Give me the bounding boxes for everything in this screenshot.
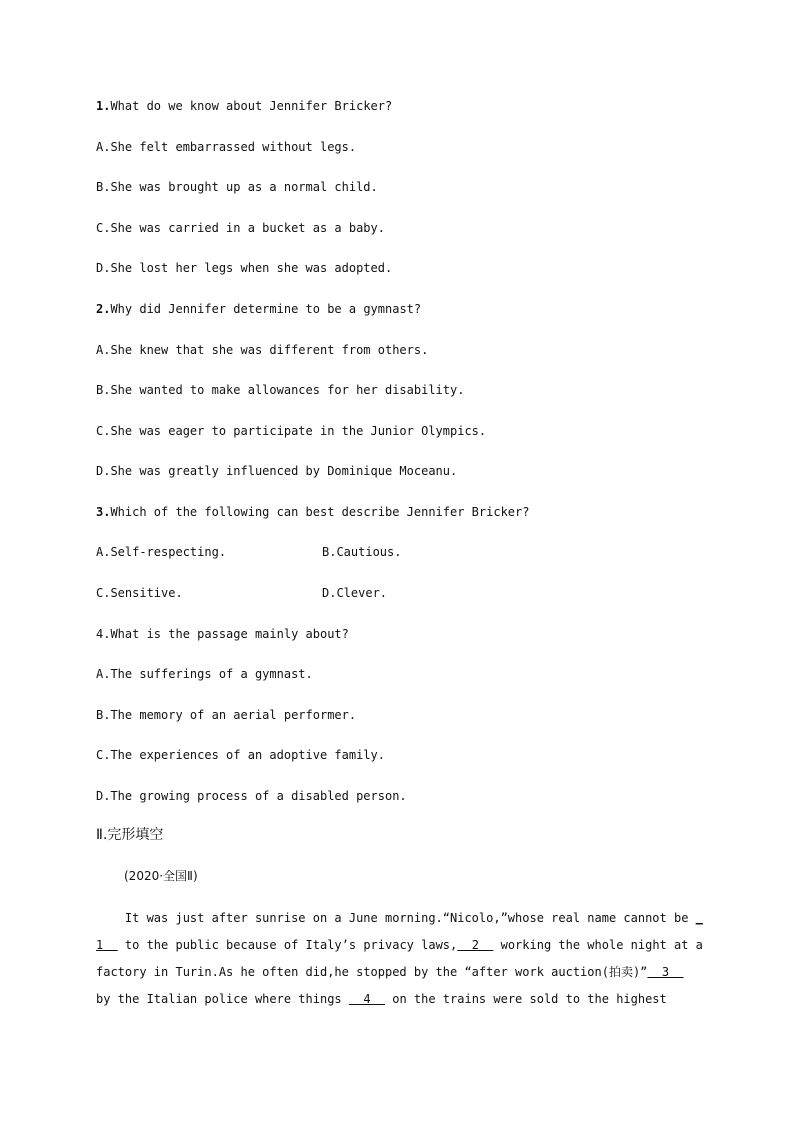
question-text: Which of the following can best describe Jennifer Bricker? — [110, 505, 530, 519]
q1-option-b: B.She was brought up as a normal child. — [96, 180, 378, 194]
blank-3: 3 — [647, 965, 684, 979]
passage-line-2 — [96, 937, 703, 953]
question-number: 3. — [96, 505, 111, 519]
q3-option-b: B.Cautious. — [322, 545, 402, 559]
q1-option-c: C.She was carried in a bucket as a baby. — [96, 221, 385, 235]
passage-text: to the public because of Italy’s privacy laws, — [117, 938, 458, 952]
q3-option-a: A.Self-respecting. — [96, 545, 227, 559]
q4-option-d: D.The growing process of a disabled person. — [96, 789, 407, 803]
passage-text: factory in Turin.As he often did,he stopped by the “after work auction(拍卖)” — [96, 965, 648, 979]
q2-option-d: D.She was greatly influenced by Dominique Moceanu. — [96, 464, 458, 478]
q4-option-a: A.The sufferings of a gymnast. — [96, 667, 313, 681]
passage-line-3 — [96, 964, 696, 980]
q2-option-b: B.She wanted to make allowances for her disability. — [96, 383, 465, 397]
question-number: 1. — [96, 99, 111, 113]
blank-1-start: _ — [695, 911, 703, 925]
q2-option-c: C.She was eager to participate in the Junior Olympics. — [96, 424, 487, 438]
question-text: What do we know about Jennifer Bricker? — [110, 99, 393, 113]
q3-option-c: C.Sensitive. — [96, 586, 183, 600]
q3-option-row-1 — [96, 544, 226, 560]
blank-4: 4 — [348, 992, 385, 1006]
blank-2: 2 — [457, 938, 494, 952]
question-3-stem — [96, 504, 529, 520]
blank-1: 1 — [96, 938, 118, 952]
q2-option-a: A.She knew that she was different from others. — [96, 343, 429, 357]
question-text: Why did Jennifer determine to be a gymnast? — [110, 302, 422, 316]
question-2-stem — [96, 301, 421, 317]
q4-option-c: C.The experiences of an adoptive family. — [96, 748, 385, 762]
question-number: 4. — [96, 627, 111, 641]
question-text: What is the passage mainly about? — [110, 627, 349, 641]
q3-option-d: D.Clever. — [322, 586, 388, 600]
section-title: Ⅱ.完形填空 — [96, 827, 164, 843]
source-label: (2020·全国Ⅱ) — [124, 869, 198, 883]
q4-option-b: B.The memory of an aerial performer. — [96, 708, 357, 722]
passage-text: by the Italian police where things — [96, 992, 349, 1006]
q1-option-a: A.She felt embarrassed without legs. — [96, 140, 357, 154]
passage-text: It was just after sunrise on a June morning.“Nicolo,”whose real name cannot be — [96, 911, 696, 925]
passage-text: working the whole night at a — [493, 938, 703, 952]
question-4-stem — [96, 626, 349, 642]
q3-option-row-2 — [96, 585, 183, 601]
question-number: 2. — [96, 302, 111, 316]
passage-line-4 — [96, 991, 696, 1007]
q1-option-d: D.She lost her legs when she was adopted. — [96, 261, 393, 275]
passage-line-1 — [96, 910, 703, 926]
passage-text: on the trains were sold to the highest — [385, 992, 667, 1006]
question-1-stem — [96, 98, 392, 114]
